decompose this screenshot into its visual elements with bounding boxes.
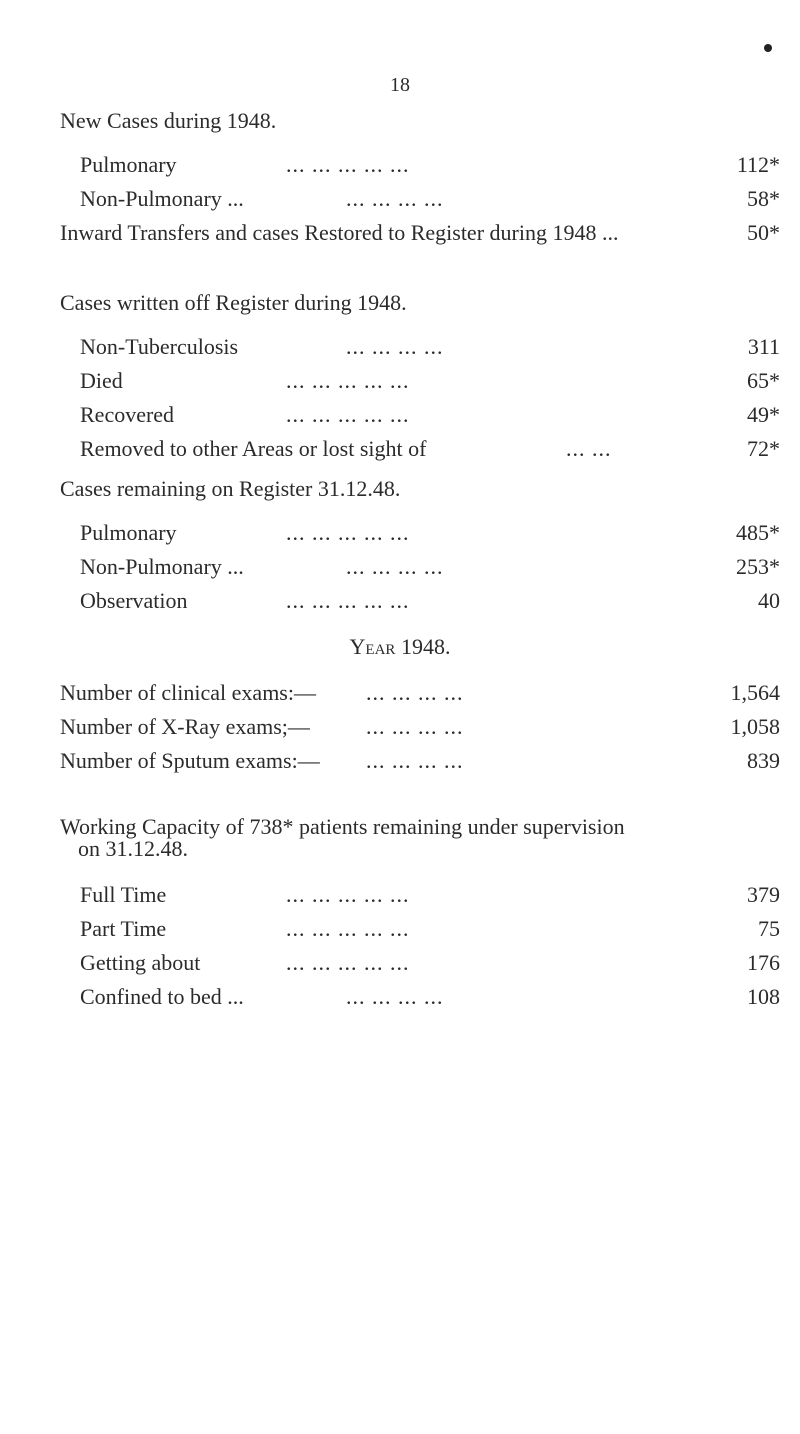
row-label: Full Time (80, 882, 167, 907)
table-row (60, 984, 780, 1012)
remaining-heading: Cases remaining on Register 31.12.48. (60, 476, 401, 501)
row-label: Number of clinical exams:— (60, 680, 316, 705)
table-row (60, 368, 780, 396)
leader-dots: ... ... ... ... (366, 680, 464, 705)
row-value: 379 (747, 882, 780, 907)
row-value: 50* (747, 220, 780, 245)
scan-mark-dot (764, 44, 772, 52)
row-value: 176 (747, 950, 780, 975)
new-cases-heading: New Cases during 1948. (60, 108, 277, 133)
row-value: 311 (747, 334, 780, 359)
table-row (60, 554, 780, 582)
leader-dots: ... ... ... ... ... (286, 588, 410, 613)
row-label: Non-Tuberculosis (80, 334, 239, 359)
table-row (60, 588, 780, 616)
leader-dots: ... ... (566, 436, 612, 461)
row-label: Pulmonary (80, 520, 177, 545)
row-label: Inward Transfers and cases Restored to Register during 1948 ... (60, 220, 619, 245)
leader-dots: ... ... ... ... ... (286, 368, 410, 393)
table-row (60, 334, 780, 362)
row-label: Removed to other Areas or lost sight of (80, 436, 427, 461)
row-value: 65* (747, 368, 780, 393)
row-label: Died (80, 368, 123, 393)
table-row (60, 220, 780, 248)
row-value: 112* (736, 152, 780, 177)
row-label: Part Time (80, 916, 167, 941)
row-label: Recovered (80, 402, 175, 427)
row-value: 108 (747, 984, 780, 1009)
table-row (60, 186, 780, 214)
table-row (60, 714, 780, 742)
row-value: 1,058 (730, 714, 780, 739)
leader-dots: ... ... ... ... ... (286, 950, 410, 975)
table-row (60, 152, 780, 180)
row-value: 72* (747, 436, 780, 461)
row-value: 58* (747, 186, 780, 211)
row-value: 1,564 (730, 680, 780, 705)
row-value: 49* (747, 402, 780, 427)
leader-dots: ... ... ... ... ... (286, 152, 410, 177)
row-label: Pulmonary (80, 152, 177, 177)
leader-dots: ... ... ... ... (346, 334, 444, 359)
table-row (60, 520, 780, 548)
leader-dots: ... ... ... ... ... (286, 916, 410, 941)
leader-dots: ... ... ... ... (366, 714, 464, 739)
year-heading-word: Year (349, 634, 396, 659)
row-label: Non-Pulmonary ... (80, 554, 244, 579)
working-capacity-heading-line2: on 31.12.48. (78, 836, 188, 861)
table-row (60, 402, 780, 430)
row-label: Confined to bed ... (80, 984, 244, 1009)
leader-dots: ... ... ... ... (346, 984, 444, 1009)
page-number: 18 (390, 74, 410, 96)
row-label: Non-Pulmonary ... (80, 186, 244, 211)
row-label: Number of X-Ray exams;— (60, 714, 310, 739)
table-row (60, 882, 780, 910)
table-row (60, 748, 780, 776)
table-row (60, 916, 780, 944)
leader-dots: ... ... ... ... (366, 748, 464, 773)
leader-dots: ... ... ... ... (346, 554, 444, 579)
row-value: 839 (747, 748, 780, 773)
year-heading (0, 634, 800, 660)
working-capacity-heading (60, 816, 720, 860)
row-value: 40 (758, 588, 780, 613)
written-off-heading: Cases written off Register during 1948. (60, 290, 407, 315)
leader-dots: ... ... ... ... (346, 186, 444, 211)
leader-dots: ... ... ... ... ... (286, 882, 410, 907)
row-label: Number of Sputum exams:— (60, 748, 320, 773)
row-label: Observation (80, 588, 188, 613)
row-value: 75 (758, 916, 780, 941)
table-row (60, 680, 780, 708)
year-heading-year: 1948. (400, 634, 451, 659)
leader-dots: ... ... ... ... ... (286, 520, 410, 545)
row-value: 485* (736, 520, 780, 545)
table-row (60, 950, 780, 978)
row-label: Getting about (80, 950, 201, 975)
row-value: 253* (736, 554, 780, 579)
leader-dots: ... ... ... ... ... (286, 402, 410, 427)
working-capacity-heading-line1: Working Capacity of 738* patients remaining under supervision (60, 814, 625, 839)
table-row (60, 436, 780, 464)
